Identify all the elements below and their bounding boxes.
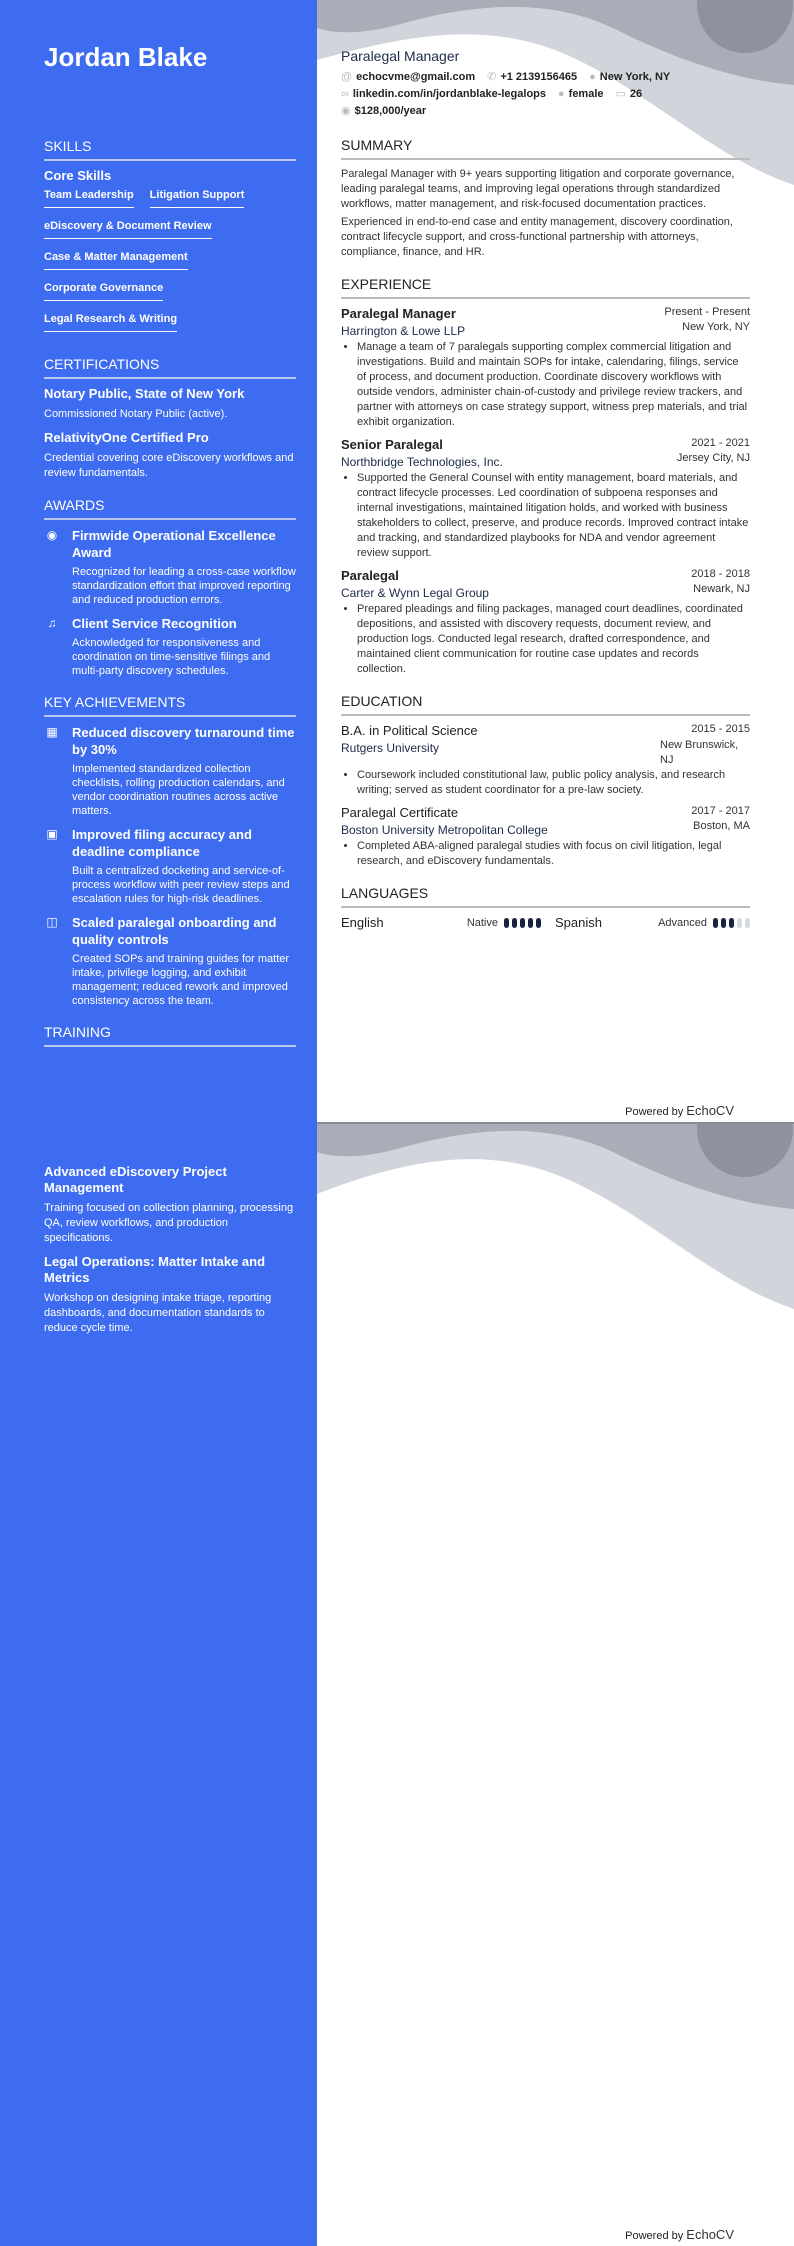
- experience-item: [341, 306, 750, 430]
- skill-tag: Legal Research & Writing: [44, 313, 177, 332]
- rating-dot: [520, 918, 525, 928]
- language-level: Native: [466, 916, 498, 929]
- award-desc: Recognized for leading a cross-case workflow standardization effort that improved reporting and reduced production errors.: [72, 566, 296, 606]
- skill-row: [44, 247, 296, 278]
- awards-section: [44, 497, 296, 678]
- gender: female: [568, 87, 604, 100]
- exp-location: Newark, NJ: [693, 583, 750, 595]
- exp-title: Paralegal Manager: [341, 306, 456, 321]
- experience-section: [341, 276, 750, 677]
- sidebar-column: [44, 138, 296, 1063]
- language-item: [341, 915, 541, 930]
- candidate-name: Jordan Blake: [44, 42, 208, 72]
- footer: [625, 1103, 734, 1118]
- language-item: [555, 915, 750, 930]
- skill-row: [44, 309, 296, 340]
- training-heading: TRAINING: [44, 1024, 296, 1047]
- edu-dates: 2015 - 2015: [691, 723, 750, 735]
- achievement-desc: Implemented standardized collection checklists, rolling production calendars, and vendor coordination routines across active matters.: [72, 763, 285, 817]
- exp-bullet: • Manage a team of 7 paralegals supporting complex commercial litigation and investigations. Build and maintain SOPs for intake, calendaring, filings, service of process, and document production. Coordinate discovery workflows with outside vendors, administer chain-of-custody and privilege review trackers, and partner with attorneys on case strategy support, witness prep materials, and trial exhibit organization.: [357, 340, 750, 430]
- summary-heading: SUMMARY: [341, 137, 750, 160]
- salary-icon: ◉: [341, 105, 351, 117]
- award-desc: Acknowledged for responsiveness and coordination on time-sensitive filings and multi-party discovery schedules.: [72, 637, 271, 677]
- footer: [625, 2227, 734, 2242]
- achievement-desc: Built a centralized docketing and service-of-process workflow with peer review steps and escalation rules for high-risk deadlines.: [72, 865, 290, 905]
- training-list: [44, 1164, 296, 1344]
- location-icon: ●: [589, 70, 596, 83]
- summary-text: Experienced in end-to-end case and entity management, discovery coordination, contract lifecycle support, and cross-functional partnership with attorneys, compliance, finance, and HR.: [341, 216, 733, 258]
- training-desc: Workshop on designing intake triage, reporting dashboards, and documentation standards to reduce cycle time.: [44, 1292, 272, 1334]
- experience-item: [341, 568, 750, 677]
- achievements-heading: KEY ACHIEVEMENTS: [44, 694, 296, 717]
- bell-icon: ♫: [47, 616, 57, 630]
- footer-prefix: Powered by: [625, 2230, 684, 2242]
- footer-brand: EchoCV: [686, 2227, 734, 2242]
- calendar-icon: ▭: [615, 88, 626, 100]
- exp-bullet: • Prepared pleadings and filing packages, managed court deadlines, coordinated depositions, and assisted with discovery requests, document review, and production logs. Conducted legal research, drafted correspondence, and maintained client communication for routine case updates and records collection.: [357, 602, 750, 677]
- language-level: Advanced: [658, 916, 707, 929]
- achievement-item: [44, 724, 296, 818]
- exp-company: Carter & Wynn Legal Group: [341, 586, 489, 600]
- edu-dates: 2017 - 2017: [691, 805, 750, 817]
- experience-heading: EXPERIENCE: [341, 276, 750, 299]
- exp-location: Jersey City, NJ: [676, 452, 750, 464]
- achievement-item: [44, 826, 296, 906]
- linkedin[interactable]: linkedin.com/in/jordanblake-legalops: [352, 87, 546, 100]
- certifications-heading: CERTIFICATIONS: [44, 356, 296, 379]
- chart-icon: ▦: [46, 725, 58, 739]
- skill-tag: Corporate Governance: [44, 282, 163, 301]
- edu-bullet: • Completed ABA-aligned paralegal studies with focus on civil litigation, legal research, and eDiscovery fundamentals.: [357, 839, 750, 869]
- skill-tag: Litigation Support: [150, 189, 245, 208]
- exp-company: Northbridge Technologies, Inc.: [341, 455, 503, 469]
- skill-tag: eDiscovery & Document Review: [44, 220, 212, 239]
- exp-title: Senior Paralegal: [341, 437, 443, 452]
- sidebar: [0, 0, 317, 2246]
- skill-row: [44, 216, 296, 247]
- footer-brand: EchoCV: [686, 1103, 734, 1118]
- main-column: [341, 48, 750, 930]
- edu-bullet: • Coursework included constitutional law, public policy analysis, and research writing; served as student coordinator for a pre-law society.: [357, 768, 750, 798]
- rating-dot: [512, 918, 517, 928]
- award-item: [44, 615, 296, 678]
- achievement-item: [44, 914, 296, 1008]
- training-section: [44, 1024, 296, 1047]
- training-title: Advanced eDiscovery Project Management: [44, 1164, 227, 1195]
- summary-section: [341, 137, 750, 260]
- skills-section: [44, 138, 296, 340]
- education-heading: EDUCATION: [341, 693, 750, 716]
- exp-company: Harrington & Lowe LLP: [341, 324, 466, 338]
- rating-dot: [729, 918, 734, 928]
- award-title: Client Service Recognition: [72, 616, 237, 631]
- skill-tag: Case & Matter Management: [44, 251, 188, 270]
- page-divider: [317, 1122, 794, 1124]
- award-item: [44, 527, 296, 607]
- language-name: English: [341, 915, 384, 930]
- person-icon: ●: [558, 87, 565, 100]
- summary-text: Paralegal Manager with 9+ years supporting litigation and corporate governance, leading paralegal teams, and improving legal operations through standardized workflows, matter management, and risk-focused documentation practices.: [341, 168, 735, 210]
- education-section: [341, 693, 750, 869]
- rating-dots: [504, 918, 541, 928]
- archive-icon: ▣: [46, 827, 58, 841]
- languages-heading: LANGUAGES: [341, 885, 750, 908]
- cert-title: Notary Public, State of New York: [44, 386, 245, 401]
- edu-location: New Brunswick, NJ: [660, 739, 739, 766]
- achievement-desc: Created SOPs and training guides for matter intake, privilege logging, and exhibit management; reduced rework and improved consistency across the team.: [72, 953, 290, 1007]
- rating-dot: [745, 918, 750, 928]
- achievement-title: Reduced discovery turnaround time by 30%: [72, 725, 295, 757]
- edu-school: Rutgers University: [341, 741, 440, 755]
- skills-heading: SKILLS: [44, 138, 296, 161]
- cert-title: RelativityOne Certified Pro: [44, 430, 209, 445]
- link-icon: ∞: [341, 87, 349, 100]
- job-title: Paralegal Manager: [341, 48, 460, 64]
- exp-location: New York, NY: [682, 321, 750, 333]
- age: 26: [629, 88, 643, 100]
- footer-prefix: Powered by: [625, 1106, 684, 1118]
- phone: +1 2139156465: [500, 71, 578, 83]
- cert-desc: Credential covering core eDiscovery workflows and review fundamentals.: [44, 452, 294, 479]
- rating-dot: [721, 918, 726, 928]
- awards-heading: AWARDS: [44, 497, 296, 520]
- cert-desc: Commissioned Notary Public (active).: [44, 408, 228, 420]
- location: New York, NY: [599, 70, 671, 83]
- header: [341, 48, 750, 117]
- rating-dot: [528, 918, 533, 928]
- skill-row: [44, 278, 296, 309]
- language-name: Spanish: [555, 915, 602, 930]
- salary: $128,000/year: [354, 105, 427, 117]
- skill-tag: Team Leadership: [44, 189, 134, 208]
- edu-location: Boston, MA: [693, 820, 750, 832]
- achievement-title: Scaled paralegal onboarding and quality controls: [72, 915, 277, 947]
- rating-dot: [737, 918, 742, 928]
- phone-icon: ✆: [487, 71, 497, 83]
- email[interactable]: echocvme@gmail.com: [356, 70, 476, 83]
- training-desc: Training focused on collection planning, processing QA, review workflows, and production specifications.: [44, 1202, 294, 1244]
- email-icon: @: [341, 70, 353, 83]
- exp-title: Paralegal: [341, 568, 399, 583]
- exp-bullet: • Supported the General Counsel with entity management, board materials, and contract lifecycle processes. Led coordination of subpoena responses and internal investigations, maintained litigation holds, and worked with business stakeholders to collect, preserve, and produce records. Improved contract intake and tracking, and standardized playbooks for NDA and vendor agreement review support.: [357, 471, 750, 561]
- achievement-title: Improved filing accuracy and deadline compliance: [72, 827, 252, 859]
- skill-tags: [44, 189, 296, 340]
- edu-degree: B.A. in Political Science: [341, 723, 478, 738]
- training-title: Legal Operations: Matter Intake and Metrics: [44, 1254, 266, 1285]
- award-icon: ◉: [46, 528, 58, 542]
- exp-dates: 2018 - 2018: [691, 568, 750, 580]
- rating-dots: [713, 918, 750, 928]
- rating-dot: [536, 918, 541, 928]
- languages-section: [341, 885, 750, 930]
- edu-degree: Paralegal Certificate: [341, 805, 459, 820]
- document-icon: ◫: [46, 915, 58, 929]
- skills-group: Core Skills: [44, 168, 112, 183]
- rating-dot: [713, 918, 718, 928]
- experience-item: [341, 437, 750, 561]
- edu-school: Boston University Metropolitan College: [341, 823, 548, 837]
- exp-dates: 2021 - 2021: [691, 437, 750, 449]
- rating-dot: [504, 918, 509, 928]
- header-waves-page2: [317, 1124, 794, 1324]
- exp-dates: Present - Present: [664, 306, 750, 318]
- achievements-section: [44, 694, 296, 1008]
- award-title: Firmwide Operational Excellence Award: [72, 528, 276, 560]
- certifications-section: [44, 356, 296, 481]
